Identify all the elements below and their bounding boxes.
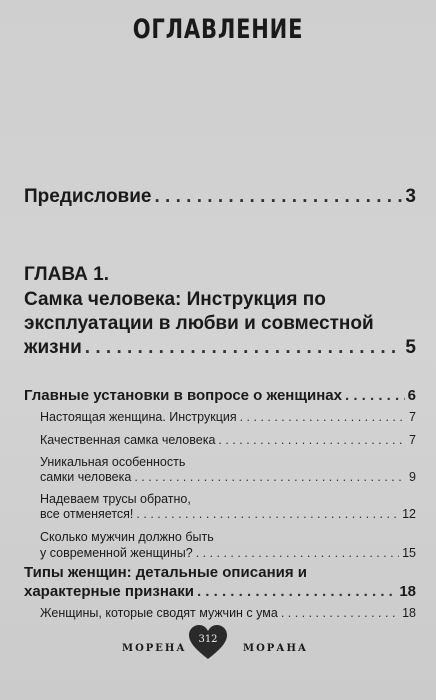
toc-page-number: 15 [402, 546, 416, 560]
leader-dots [345, 387, 405, 404]
toc-label: жизни [24, 337, 82, 358]
toc-entry-section-2 [24, 583, 416, 600]
footer-author-left: МОРЕНА [122, 643, 187, 654]
toc-item-5-line-1: Сколько мужчин должно быть [40, 530, 214, 544]
toc-page-number: 12 [402, 507, 416, 521]
toc-entry-item-6 [40, 606, 416, 620]
toc-page-number: 6 [407, 387, 416, 404]
toc-item-4-line-1: Надеваем трусы обратно, [40, 492, 191, 506]
leader-dots [136, 507, 399, 521]
toc-page-number: 3 [405, 186, 416, 207]
toc-entry-item-1 [40, 410, 416, 424]
toc-entry-item-3 [40, 470, 416, 484]
toc-label: характерные признаки [24, 583, 194, 600]
leader-dots [197, 583, 396, 600]
toc-page-number: 18 [399, 583, 416, 600]
toc-label: все отменяется! [40, 507, 134, 521]
toc-section-2-line-1: Типы женщин: детальные описания и [24, 564, 308, 581]
footer-author-right: МОРАНА [243, 643, 309, 654]
page-title: ОГЛАВЛЕНИЕ [132, 14, 304, 45]
leader-dots [218, 433, 406, 447]
toc-page-number: 9 [409, 470, 416, 484]
leader-dots [134, 470, 406, 484]
chapter-title-line-2: эксплуатации в любви и совместной [24, 313, 374, 334]
leader-dots [240, 410, 406, 424]
leader-dots [281, 606, 399, 620]
leader-dots [85, 337, 403, 359]
chapter-heading: ГЛАВА 1. [24, 264, 109, 285]
toc-label: Предисловие [24, 186, 152, 207]
toc-label: Качественная самка человека [40, 433, 216, 447]
toc-entry-section-1 [24, 387, 416, 404]
toc-page-number: 5 [405, 337, 416, 358]
toc-entry-preface [24, 186, 416, 208]
toc-label: Главные установки в вопросе о женщинах [24, 387, 342, 404]
leader-dots [196, 546, 399, 560]
toc-page-number: 7 [409, 433, 416, 447]
toc-item-3-line-1: Уникальная особенность [40, 455, 186, 469]
toc-entry-item-4 [40, 507, 416, 521]
chapter-title-line-1: Самка человека: Инструкция по [24, 289, 326, 310]
toc-label: у современной женщины? [40, 546, 193, 560]
toc-entry-chapter-1 [24, 337, 416, 359]
toc-page-number: 7 [409, 410, 416, 424]
leader-dots [155, 186, 403, 208]
toc-label: Настоящая женщина. Инструкция [40, 410, 237, 424]
toc-label: Женщины, которые сводят мужчин с ума [40, 606, 278, 620]
page-number: 312 [198, 634, 218, 645]
toc-entry-item-5 [40, 546, 416, 560]
toc-entry-item-2 [40, 433, 416, 447]
toc-page-number: 18 [402, 606, 416, 620]
toc-label: самки человека [40, 470, 132, 484]
